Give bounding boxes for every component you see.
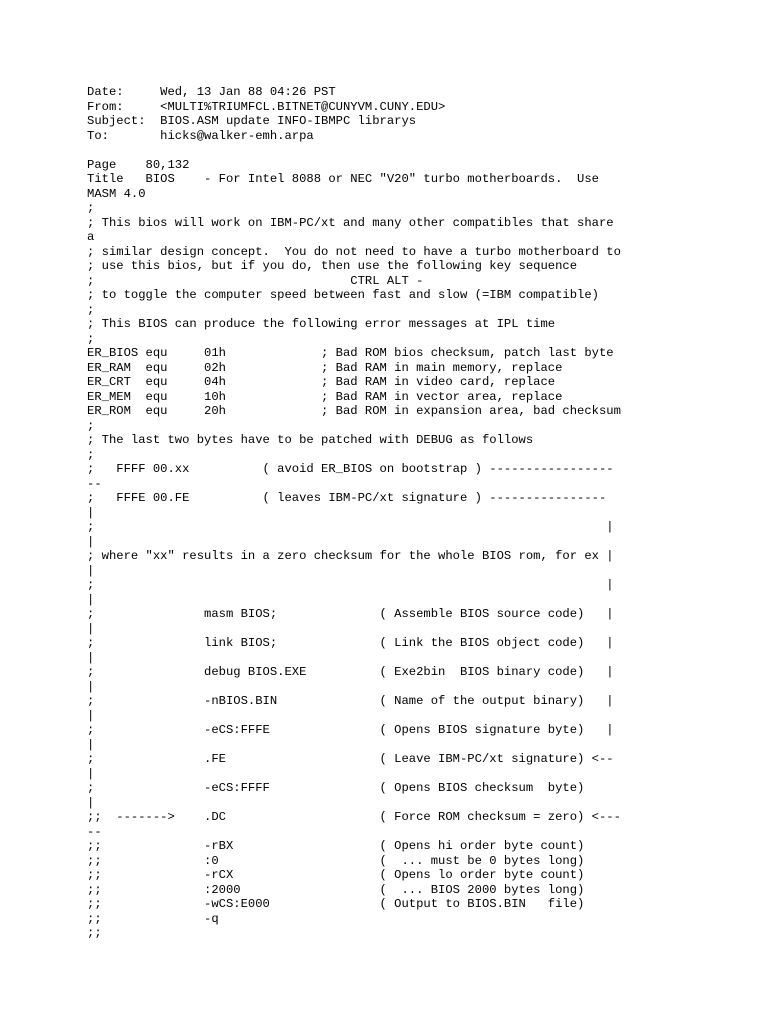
comment-line: ; | [87,578,614,592]
comment-line: ; The last two bytes have to be patched with DEBUG as follows [87,433,534,447]
equ-line: ER_RAM equ 02h ; Bad RAM in main memory, replace [87,360,563,375]
comment-line: | [87,505,95,520]
comment-line: ; [87,302,95,317]
comment-line: ; to toggle the computer speed between fast and slow (=IBM compatible) [87,288,599,302]
comment-line: ; debug BIOS.EXE ( Exe2bin BIOS binary code) | [87,665,614,679]
comment-line: -- [87,824,102,839]
header-from: From: <MULTI%TRIUMFCL.BITNET@CUNYVM.CUNY.EDU> [87,99,446,114]
comment-line: ; use this bios, but if you do, then use the following key sequence [87,259,578,273]
comment-line: ;; -wCS:E000 ( Output to BIOS.BIN file) [87,897,585,911]
comment-line: ; [87,447,95,462]
comment-line: ; [87,418,95,433]
title-directive-wrap: MASM 4.0 [87,186,146,201]
comment-line: ;; -q [87,911,219,926]
title-directive: Title BIOS - For Intel 8088 or NEC "V20" turbo motherboards. Use [87,172,599,186]
header-subject: Subject: BIOS.ASM update INFO-IBMPC librarys [87,114,417,128]
comment-line: | [87,737,95,752]
header-to: To: hicks@walker-emh.arpa [87,128,314,143]
comment-line: ; -eCS:FFFE ( Opens BIOS signature byte) | [87,723,614,737]
comment-line: | [87,621,95,636]
comment-line: ;; :0 ( ... must be 0 bytes long) [87,853,585,868]
comment-line: ; -eCS:FFFF ( Opens BIOS checksum byte) [87,781,585,795]
comment-line: ; This BIOS can produce the following error messages at IPL time [87,317,556,331]
comment-line: ; masm BIOS; ( Assemble BIOS source code) | [87,607,614,621]
comment-line: ; FFFF 00.xx ( avoid ER_BIOS on bootstrap ) ----------------- [87,462,614,476]
comment-line: | [87,592,95,607]
equ-line: ER_BIOS equ 01h ; Bad ROM bios checksum, patch last byte [87,346,614,360]
equ-line: ER_MEM equ 10h ; Bad RAM in vector area, replace [87,389,563,404]
page-directive: Page 80,132 [87,157,190,172]
comment-line: ; where "xx" results in a zero checksum for the whole BIOS rom, for ex | [87,549,614,563]
comment-line: ; -nBIOS.BIN ( Name of the output binary) | [87,694,614,708]
comment-line: ; CTRL ALT - [87,273,424,288]
comment-line: | [87,534,95,549]
comment-line: | [87,708,95,723]
comment-line: ;; -rBX ( Opens hi order byte count) [87,839,585,853]
email-document [87,85,687,941]
comment-line: ; This bios will work on IBM-PC/xt and many other compatibles that share [87,215,614,230]
comment-line: ; FFFE 00.FE ( leaves IBM-PC/xt signature ) ---------------- [87,491,607,505]
equ-line: ER_CRT equ 04h ; Bad RAM in video card, replace [87,375,556,389]
comment-line: -- [87,476,102,491]
comment-line: | [87,766,95,781]
comment-line: | [87,679,95,694]
comment-line: ; [87,201,95,215]
comment-line: | [87,795,95,810]
comment-line: ; [87,331,95,346]
comment-line: ; link BIOS; ( Link the BIOS object code) | [87,636,614,650]
comment-line: ; | [87,520,614,534]
comment-line: ;; -rCX ( Opens lo order byte count) [87,868,585,882]
blank-line [87,143,687,158]
comment-line: ; similar design concept. You do not need to have a turbo motherboard to [87,244,621,259]
comment-line: a [87,230,95,244]
comment-line: | [87,650,95,665]
comment-line: ;; [87,926,102,940]
source-listing [87,143,687,941]
comment-line: ;; :2000 ( ... BIOS 2000 bytes long) [87,882,585,897]
comment-line: | [87,563,95,578]
header-date: Date: Wed, 13 Jan 88 04:26 PST [87,85,336,99]
comment-line: ;; -------> .DC ( Force ROM checksum = zero) <--- [87,810,621,824]
equ-line: ER_ROM equ 20h ; Bad ROM in expansion area, bad checksum [87,404,621,418]
comment-line: ; .FE ( Leave IBM-PC/xt signature) <-- [87,752,614,766]
